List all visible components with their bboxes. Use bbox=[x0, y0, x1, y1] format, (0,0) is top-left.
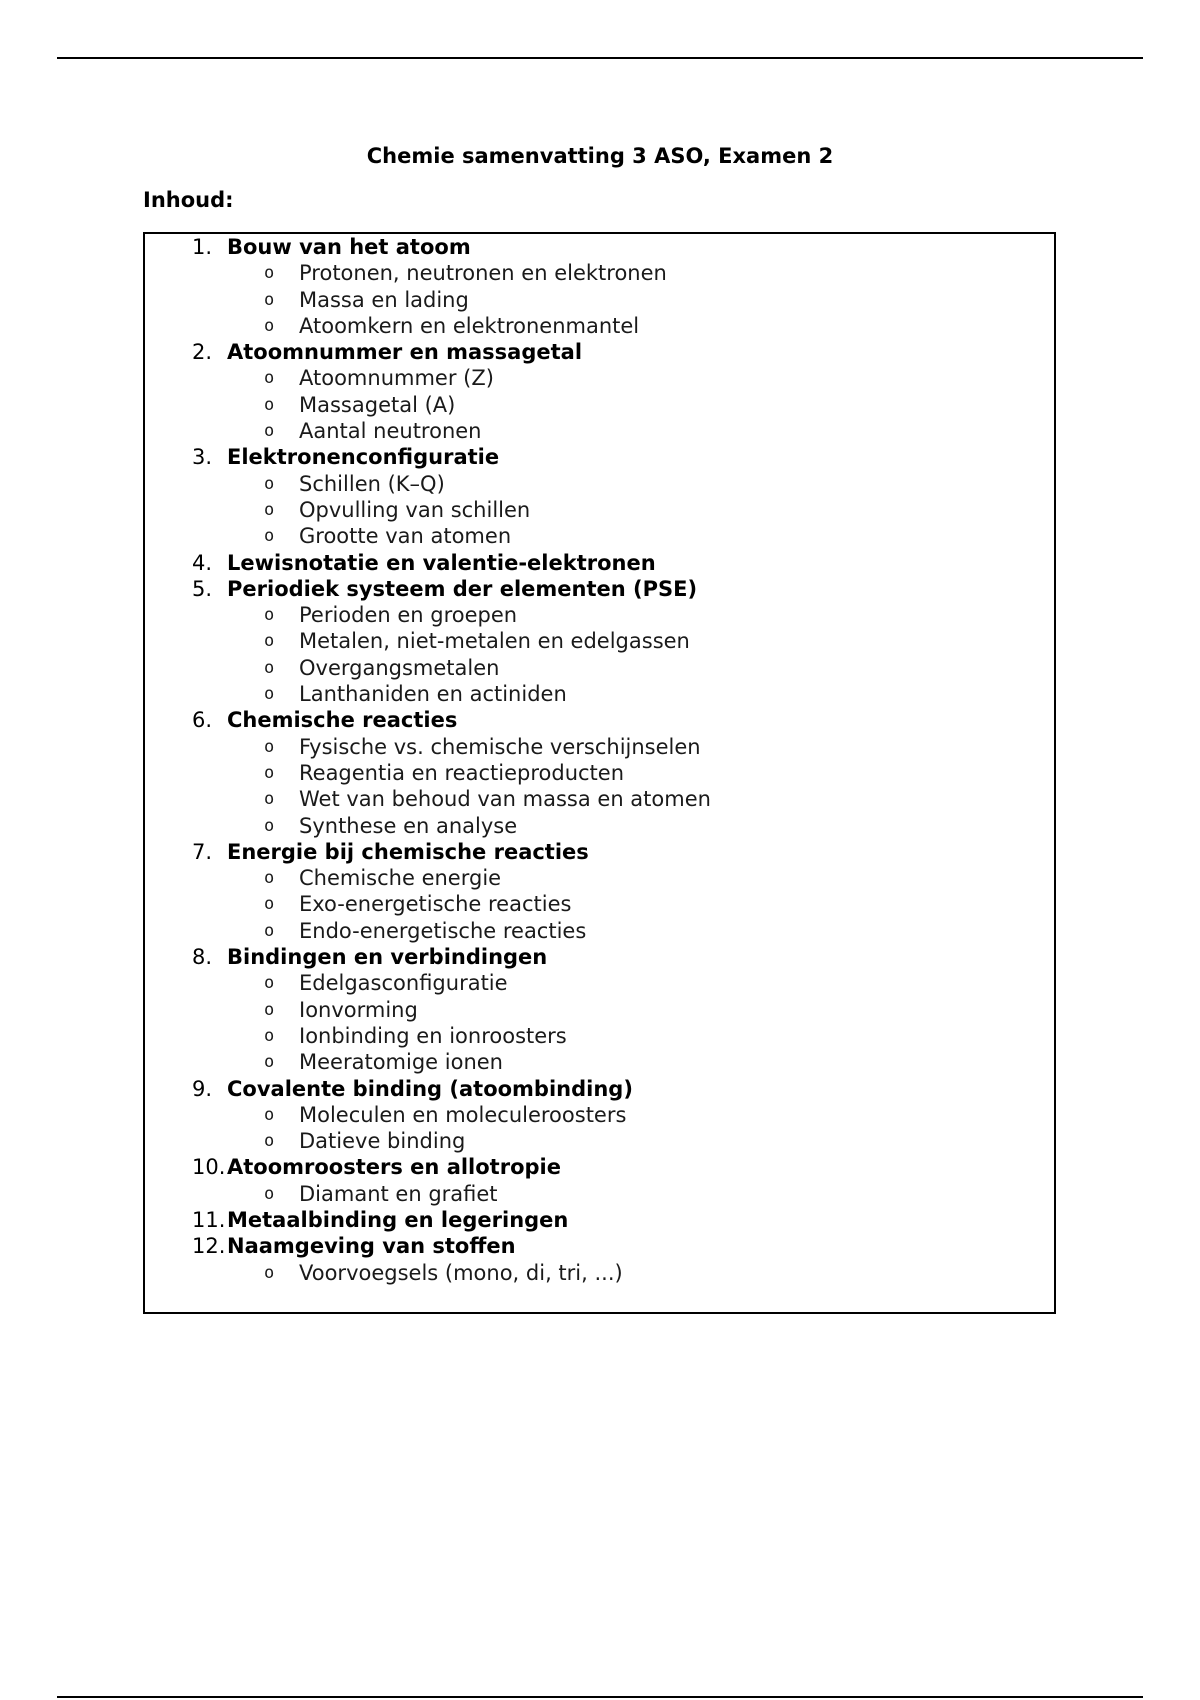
toc-subtopic-row bbox=[145, 786, 1054, 812]
toc-subtopic-row bbox=[145, 1023, 1054, 1049]
page-title: Chemie samenvatting 3 ASO, Examen 2 bbox=[366, 144, 834, 168]
chapter-title: Atoomnummer en massagetal bbox=[227, 340, 583, 365]
chapter-number: 10. bbox=[192, 1155, 226, 1180]
bullet-icon: o bbox=[264, 394, 275, 415]
toc-subtopic-row bbox=[145, 997, 1054, 1023]
toc-subtopic-row bbox=[145, 734, 1054, 760]
toc-subtopic-row bbox=[145, 471, 1054, 497]
chapter-title: Bouw van het atoom bbox=[227, 235, 471, 259]
bottom-divider bbox=[57, 1696, 1143, 1698]
bullet-icon: o bbox=[264, 289, 275, 310]
bullet-icon: o bbox=[264, 999, 275, 1020]
toc-subtopic-row bbox=[145, 418, 1054, 444]
toc-subtopic-row bbox=[145, 523, 1054, 549]
bullet-icon: o bbox=[264, 1262, 275, 1283]
top-divider bbox=[57, 57, 1143, 59]
chapter-number: 12. bbox=[192, 1234, 226, 1259]
toc-subtopic-row bbox=[145, 1049, 1054, 1075]
toc-chapter-row bbox=[145, 944, 1054, 970]
toc-chapter-row bbox=[145, 576, 1054, 602]
bullet-icon: o bbox=[264, 526, 275, 547]
bullet-icon: o bbox=[264, 315, 275, 336]
toc-subtopic-row bbox=[145, 260, 1054, 286]
subtopic-text: Wet van behoud van massa en atomen bbox=[299, 787, 711, 812]
bullet-icon: o bbox=[264, 868, 275, 889]
chapter-number: 4. bbox=[192, 550, 213, 575]
subtopic-text: Metalen, niet-metalen en edelgassen bbox=[299, 629, 690, 654]
bullet-icon: o bbox=[264, 762, 275, 783]
subtopic-text: Lanthaniden en actiniden bbox=[299, 682, 567, 707]
bullet-icon: o bbox=[264, 473, 275, 494]
subtopic-text: Edelgasconfiguratie bbox=[299, 971, 508, 996]
chapter-title: Bindingen en verbindingen bbox=[227, 945, 548, 970]
bullet-icon: o bbox=[264, 421, 275, 442]
toc-subtopic-row bbox=[145, 287, 1054, 313]
subtopic-text: Exo-energetische reacties bbox=[299, 892, 572, 917]
table-of-contents-box bbox=[143, 232, 1056, 1314]
bullet-icon: o bbox=[264, 1025, 275, 1046]
bullet-icon: o bbox=[264, 605, 275, 626]
bullet-icon: o bbox=[264, 789, 275, 810]
toc-subtopic-row bbox=[145, 602, 1054, 628]
toc-chapter-row bbox=[145, 839, 1054, 865]
subtopic-text: Aantal neutronen bbox=[299, 419, 482, 444]
chapter-title: Metaalbinding en legeringen bbox=[227, 1207, 569, 1232]
chapter-number: 2. bbox=[192, 340, 213, 365]
contents-heading: Inhoud: bbox=[143, 188, 234, 212]
toc-subtopic-row bbox=[145, 313, 1054, 339]
chapter-number: 11. bbox=[192, 1207, 226, 1232]
bullet-icon: o bbox=[264, 657, 275, 678]
chapter-title: Naamgeving van stoffen bbox=[227, 1234, 516, 1259]
bullet-icon: o bbox=[264, 684, 275, 705]
toc-subtopic-row bbox=[145, 760, 1054, 786]
subtopic-text: Fysische vs. chemische verschijnselen bbox=[299, 734, 701, 759]
subtopic-text: Meeratomige ionen bbox=[299, 1050, 503, 1075]
chapter-number: 6. bbox=[192, 708, 213, 733]
toc-subtopic-row bbox=[145, 865, 1054, 891]
subtopic-text: Atoomnummer (Z) bbox=[299, 366, 494, 391]
chapter-title: Chemische reacties bbox=[227, 708, 458, 733]
subtopic-text: Datieve binding bbox=[299, 1129, 466, 1154]
toc-chapter-row bbox=[145, 1207, 1054, 1233]
toc-chapter-row bbox=[145, 444, 1054, 470]
subtopic-text: Schillen (K–Q) bbox=[299, 471, 445, 496]
toc-subtopic-row bbox=[145, 1260, 1054, 1286]
subtopic-text: Massagetal (A) bbox=[299, 392, 456, 417]
chapter-title: Periodiek systeem der elementen (PSE) bbox=[227, 576, 698, 601]
bullet-icon: o bbox=[264, 894, 275, 915]
bullet-icon: o bbox=[264, 631, 275, 652]
subtopic-text: Ionvorming bbox=[299, 997, 418, 1022]
toc-chapter-row bbox=[145, 1154, 1054, 1180]
toc-subtopic-row bbox=[145, 891, 1054, 917]
table-of-contents-list bbox=[145, 234, 1054, 1286]
subtopic-text: Grootte van atomen bbox=[299, 524, 512, 549]
subtopic-text: Voorvoegsels (mono, di, tri, ...) bbox=[299, 1260, 623, 1285]
toc-chapter-row bbox=[145, 707, 1054, 733]
subtopic-text: Perioden en groepen bbox=[299, 603, 518, 628]
toc-chapter-row bbox=[145, 1076, 1054, 1102]
toc-subtopic-row bbox=[145, 813, 1054, 839]
subtopic-text: Diamant en grafiet bbox=[299, 1181, 498, 1206]
toc-subtopic-row bbox=[145, 365, 1054, 391]
chapter-title: Energie bij chemische reacties bbox=[227, 839, 589, 864]
bullet-icon: o bbox=[264, 920, 275, 941]
subtopic-text: Synthese en analyse bbox=[299, 813, 518, 838]
subtopic-text: Opvulling van schillen bbox=[299, 497, 531, 522]
subtopic-text: Protonen, neutronen en elektronen bbox=[299, 261, 667, 286]
toc-chapter-row bbox=[145, 234, 1054, 260]
subtopic-text: Massa en lading bbox=[299, 287, 469, 312]
subtopic-text: Moleculen en moleculeroosters bbox=[299, 1102, 627, 1127]
subtopic-text: Ionbinding en ionroosters bbox=[299, 1023, 567, 1048]
chapter-title: Covalente binding (atoombinding) bbox=[227, 1076, 633, 1101]
bullet-icon: o bbox=[264, 1052, 275, 1073]
subtopic-text: Endo-energetische reacties bbox=[299, 918, 587, 943]
chapter-title: Lewisnotatie en valentie-elektronen bbox=[227, 550, 656, 575]
toc-subtopic-row bbox=[145, 392, 1054, 418]
toc-chapter-row bbox=[145, 1233, 1054, 1259]
subtopic-text: Reagentia en reactieproducten bbox=[299, 760, 625, 785]
toc-subtopic-row bbox=[145, 970, 1054, 996]
toc-subtopic-row bbox=[145, 628, 1054, 654]
chapter-number: 5. bbox=[192, 576, 213, 601]
bullet-icon: o bbox=[264, 499, 275, 520]
bullet-icon: o bbox=[264, 736, 275, 757]
bullet-icon: o bbox=[264, 973, 275, 994]
subtopic-text: Chemische energie bbox=[299, 866, 502, 891]
toc-chapter-row bbox=[145, 339, 1054, 365]
chapter-title: Elektronenconfiguratie bbox=[227, 445, 500, 470]
bullet-icon: o bbox=[264, 1104, 275, 1125]
subtopic-text: Atoomkern en elektronenmantel bbox=[299, 313, 640, 338]
toc-subtopic-row bbox=[145, 918, 1054, 944]
bullet-icon: o bbox=[264, 1131, 275, 1152]
toc-subtopic-row bbox=[145, 1181, 1054, 1207]
toc-subtopic-row bbox=[145, 681, 1054, 707]
chapter-number: 8. bbox=[192, 945, 213, 970]
chapter-number: 3. bbox=[192, 445, 213, 470]
chapter-number: 9. bbox=[192, 1076, 213, 1101]
chapter-number: 7. bbox=[192, 839, 213, 864]
subtopic-text: Overgangsmetalen bbox=[299, 655, 500, 680]
bullet-icon: o bbox=[264, 368, 275, 389]
chapter-title: Atoomroosters en allotropie bbox=[227, 1155, 561, 1180]
bullet-icon: o bbox=[264, 1183, 275, 1204]
toc-subtopic-row bbox=[145, 1128, 1054, 1154]
bullet-icon: o bbox=[264, 263, 275, 284]
toc-subtopic-row bbox=[145, 655, 1054, 681]
chapter-number: 1. bbox=[192, 235, 213, 259]
toc-chapter-row bbox=[145, 550, 1054, 576]
toc-subtopic-row bbox=[145, 497, 1054, 523]
toc-subtopic-row bbox=[145, 1102, 1054, 1128]
bullet-icon: o bbox=[264, 815, 275, 836]
